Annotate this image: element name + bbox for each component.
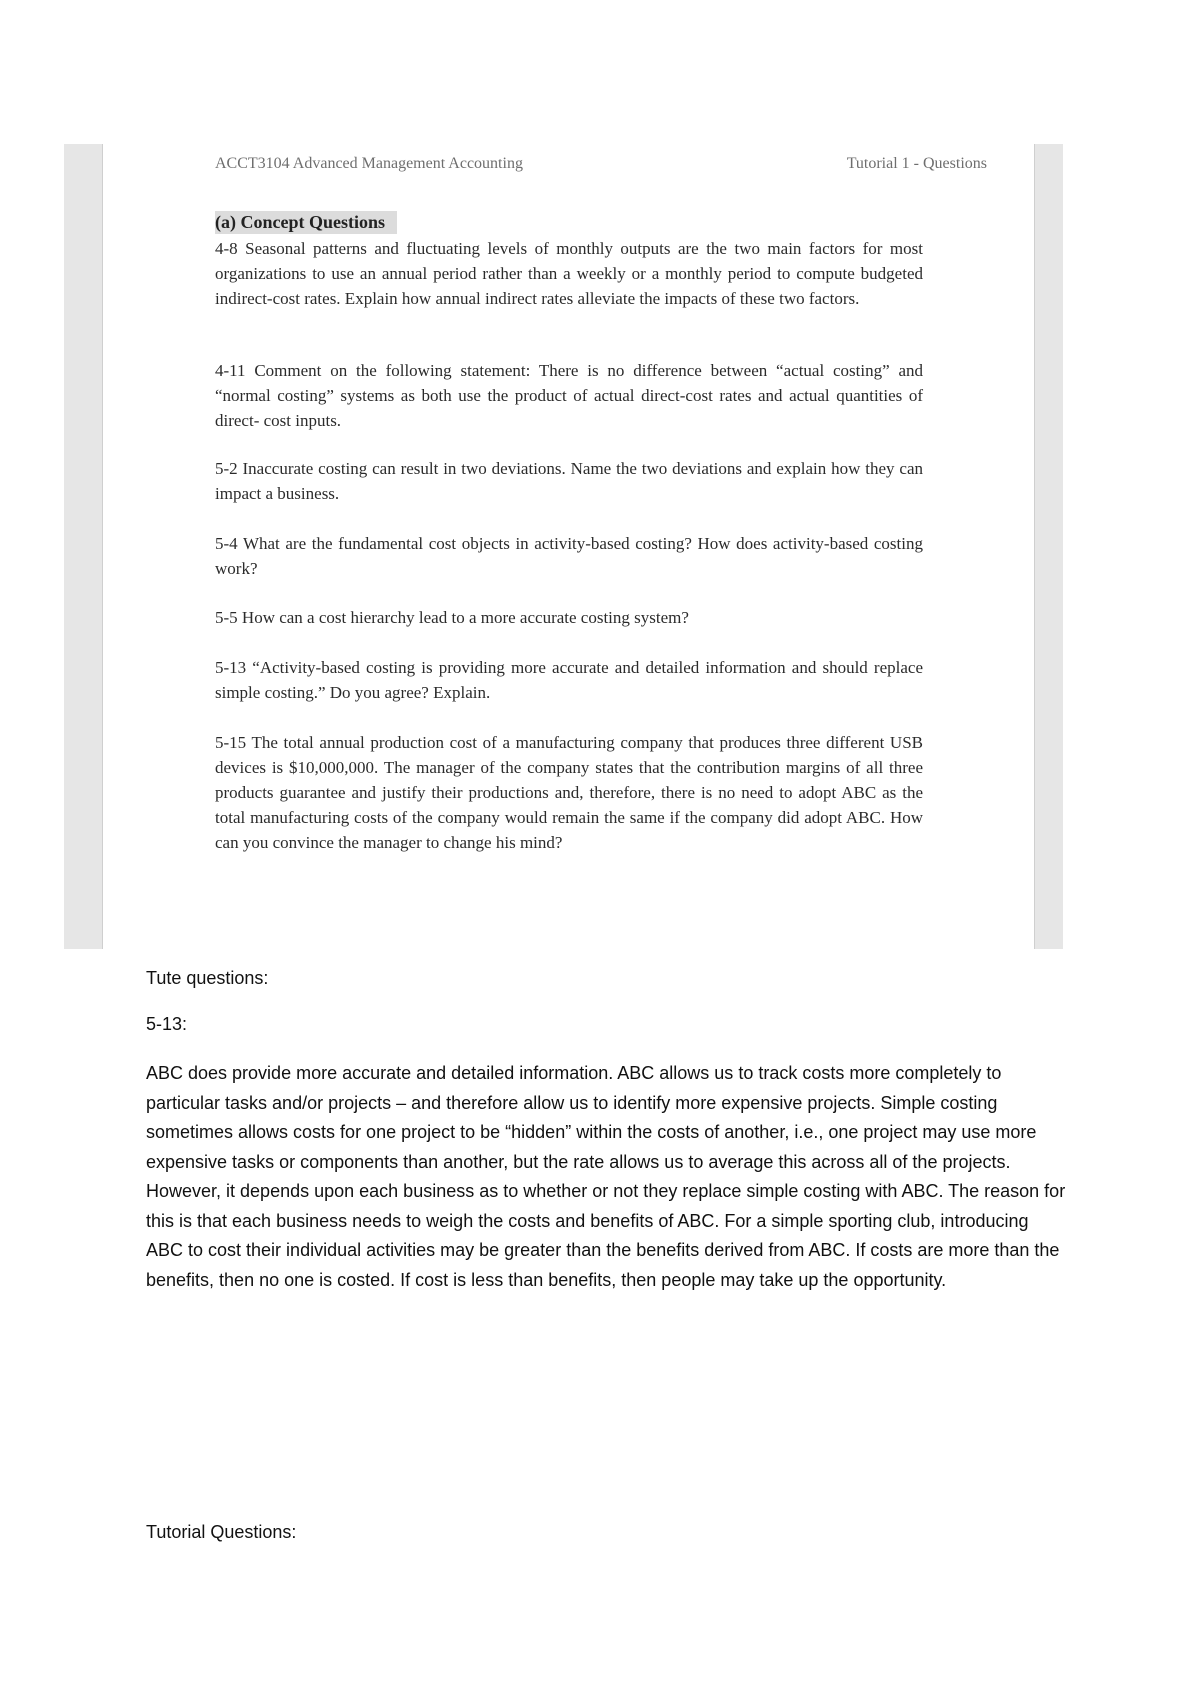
question-reference: 5-13: xyxy=(146,1014,188,1034)
section-title: (a) Concept Questions xyxy=(215,211,397,234)
question-5-13: 5-13 “Activity-based costing is providing more accurate and detailed information and should replace simple costing.” Do you agree? Explain. xyxy=(215,658,923,702)
sheet-title: Tutorial 1 - Questions xyxy=(846,155,987,172)
question-5-5: 5-5 How can a cost hierarchy lead to a more accurate costing system? xyxy=(215,608,689,627)
question-5-2: 5-2 Inaccurate costing can result in two deviations. Name the two deviations and explain how they can impact a business. xyxy=(215,459,923,503)
embedded-tutorial-screenshot xyxy=(64,144,1063,949)
question-4-11: 4-11 Comment on the following statement: There is no difference between “actual costing” and “normal costing” systems as both use the product of actual direct-cost rates and actual quantities of direct- cost inputs. xyxy=(215,361,923,430)
viewer-gutter-left xyxy=(64,144,103,949)
viewer-gutter-right xyxy=(1034,144,1063,949)
answer-paragraph: ABC does provide more accurate and detailed information. ABC allows us to track costs more completely to particular tasks and/or projects – and therefore allow us to identify more expensive projects. Simple costing sometimes allows costs for one project to be “hidden” within the costs of another, i.e., one project may use more expensive tasks or components than another, but the rate allows us to average this across all of the projects. However, it depends upon each business as to whether or not they replace simple costing with ABC. The reason for this is that each business needs to weigh the costs and benefits of ABC. For a simple sporting club, introducing ABC to cost their individual activities may be greater than the benefits derived from ABC. If costs are more than the benefits, then no one is costed. If cost is less than benefits, then people may take up the opportunity. xyxy=(146,1063,1066,1290)
question-5-15: 5-15 The total annual production cost of a manufacturing company that produces three different USB devices is $10,000,000. The manager of the company states that the contribution margins of all three products guarantee and justify their productions and, therefore, there is no need to adopt ABC as the total manufacturing costs of the company would remain the same if the company did adopt ABC. How can you convince the manager to change his mind? xyxy=(215,733,923,852)
question-4-8: 4-8 Seasonal patterns and fluctuating levels of monthly outputs are the two main factors for most organizations to use an annual period rather than a weekly or a monthly period to compute budgeted indirect-cost rates. Explain how annual indirect rates alleviate the impacts of these two factors. xyxy=(215,239,923,308)
question-5-4: 5-4 What are the fundamental cost objects in activity-based costing? How does activity-based costing work? xyxy=(215,534,923,578)
course-title: ACCT3104 Advanced Management Accounting xyxy=(215,155,523,172)
tute-heading: Tute questions: xyxy=(146,968,269,988)
tutorial-heading: Tutorial Questions: xyxy=(146,1522,297,1542)
